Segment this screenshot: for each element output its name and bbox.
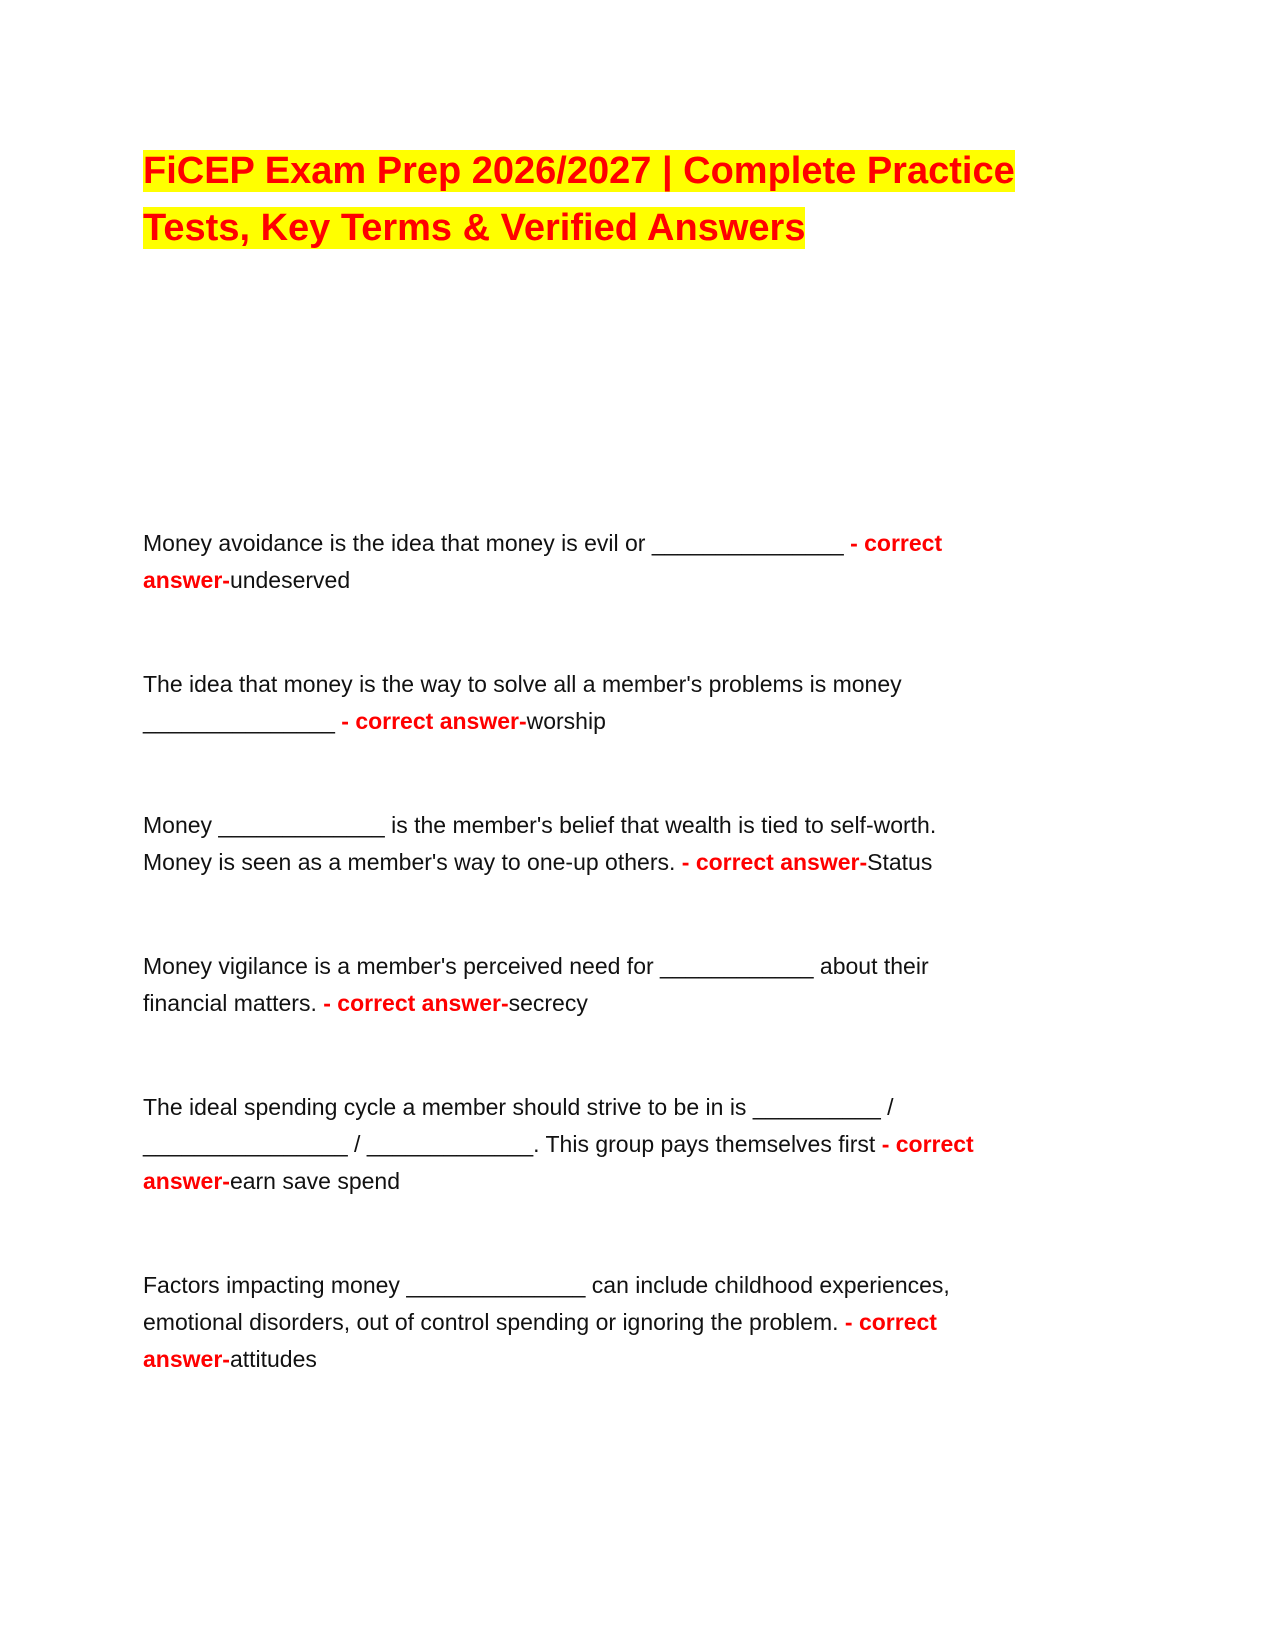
text-line [143,562,1143,599]
correct-answer-label: - correct [850,530,943,556]
text-line [143,1126,1143,1163]
question-text: emotional disorders, out of control spending or ignoring the problem. [143,1309,845,1335]
text-line [143,1089,1143,1126]
correct-answer-label: - correct [881,1131,974,1157]
correct-answer-label: answer- [143,1168,230,1194]
answer-text: Status [867,849,933,875]
text-line [143,1267,1143,1304]
correct-answer-label: - correct answer- [323,990,509,1016]
question-item [143,948,1143,1022]
question-item [143,1089,1143,1200]
question-text: Factors impacting money ______________ can include childhood experiences, [143,1272,950,1298]
question-text: Money _____________ is the member's belief that wealth is tied to self-worth. [143,812,937,838]
question-text: _______________ [143,708,342,734]
answer-text: secrecy [508,990,588,1016]
correct-answer-label: answer- [143,1346,230,1372]
text-line [143,666,1143,703]
question-item [143,807,1143,881]
answer-text: undeserved [229,567,351,593]
text-line [143,948,1143,985]
question-text: The idea that money is the way to solve all a member's problems is money [143,671,902,697]
question-item [143,525,1143,599]
question-text: Money avoidance is the idea that money is evil or _______________ [143,530,851,556]
answer-text: worship [526,708,606,734]
answer-text: earn save spend [229,1168,401,1194]
answer-text: attitudes [229,1346,317,1372]
text-line [143,844,1143,881]
question-text: Money is seen as a member's way to one-up others. [143,849,682,875]
text-line [143,525,1143,562]
question-item [143,1267,1143,1378]
title-line-1: FiCEP Exam Prep 2026/2027 | Complete Practice [143,150,1015,192]
correct-answer-label: - correct answer- [681,849,868,875]
document-title [143,143,1103,257]
text-line [143,985,1143,1022]
text-line [143,703,1143,740]
text-line [143,1341,1143,1378]
question-item [143,666,1143,740]
question-text: The ideal spending cycle a member should strive to be in is __________ / [143,1094,894,1120]
text-line [143,807,1143,844]
title-line-2: Tests, Key Terms & Verified Answers [143,207,806,249]
text-line [143,1163,1143,1200]
question-text: Money vigilance is a member's perceived need for ____________ about their [143,953,929,979]
question-text: ________________ / _____________. This group pays themselves first [143,1131,882,1157]
correct-answer-label: - correct [844,1309,937,1335]
correct-answer-label: - correct answer- [341,708,527,734]
text-line [143,1304,1143,1341]
question-text: financial matters. [143,990,324,1016]
correct-answer-label: answer- [143,567,230,593]
